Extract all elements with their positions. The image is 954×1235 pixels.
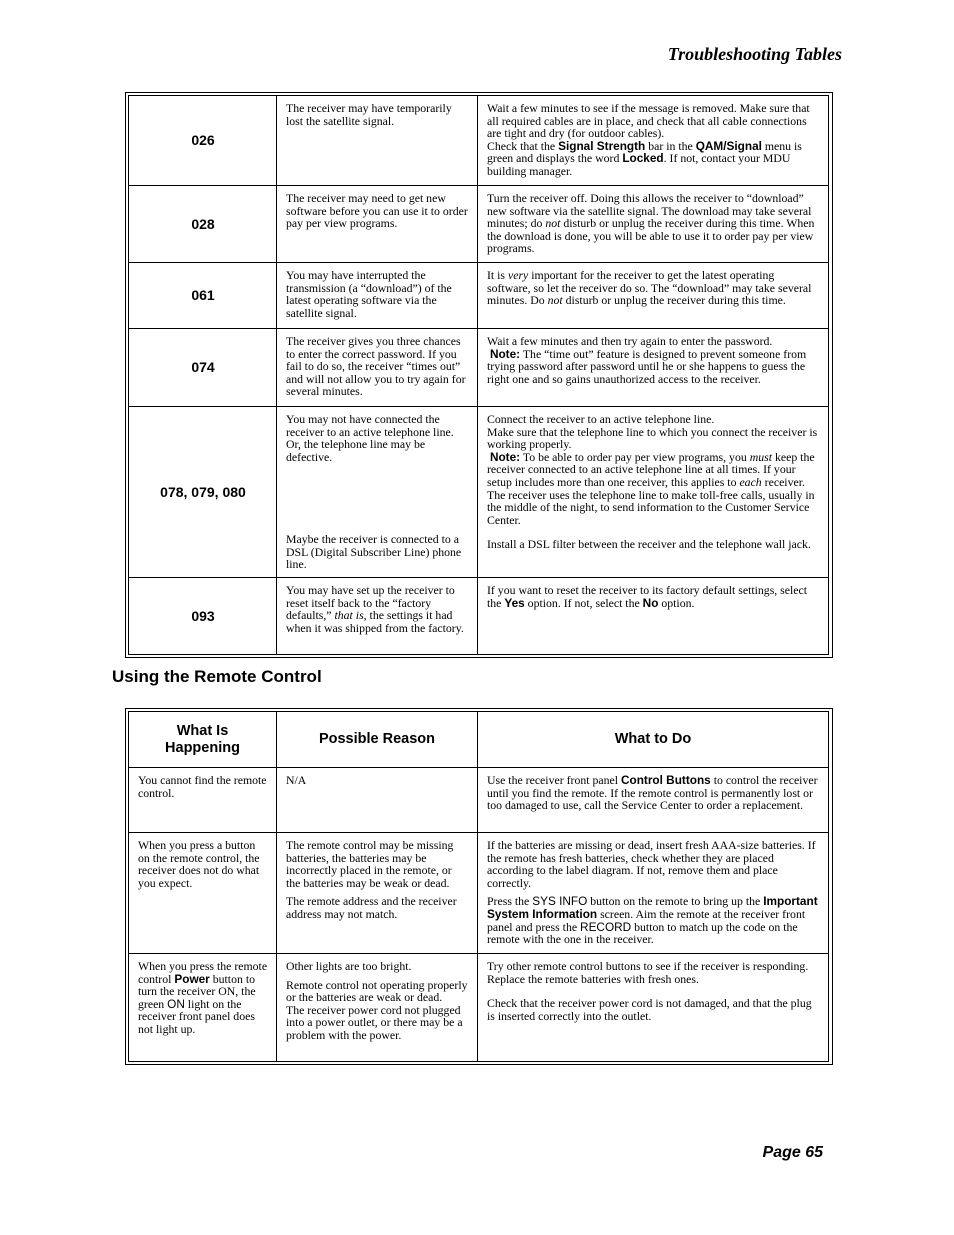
column-header: What to Do [478,712,829,768]
error-code: 061 [129,263,277,329]
possible-reason: The receiver may have temporarily lost the satellite signal. [277,96,478,186]
possible-reason: The remote control may be missing batteries, the batteries may be incorrectly placed in the remote, or the batteries may be weak or dead. The remote address and the receiver address may not match. [277,833,478,954]
table-row [129,329,829,407]
table-row [129,954,829,1062]
what-to-do: It is very important for the receiver to get the latest operating software, so let the receiver do so. The “download” may take several minutes. Do not disturb or unplug the receiver during this time. [478,263,829,329]
possible-reason: You may have interrupted the transmission (a “download”) of the latest operating software via the satellite signal. [277,263,478,329]
possible-reason: Other lights are too bright. Remote control not operating properly or the batteries are weak or dead. The receiver power cord not plugged into a power outlet, or there may be a problem with the power. [277,954,478,1062]
possible-reason: N/A [277,768,478,833]
table-row [129,578,829,655]
what-to-do: Wait a few minutes and then try again to enter the password. Note: The “time out” feature is designed to prevent someone from trying password after password until he or she happens to guess the right one and so gains unauthorized access to the receiver. [478,329,829,407]
error-code: 028 [129,186,277,263]
possible-reason: The receiver gives you three chances to enter the correct password. If you fail to do so, the receiver “times out” and will not allow you to try again for several minutes. [277,329,478,407]
table-row [129,407,829,578]
possible-reason: You may have set up the receiver to reset itself back to the “factory defaults,” that is, the settings it had when it was shipped from the factory. [277,578,478,655]
page-number: Page 65 [762,1144,823,1161]
what-is-happening: You cannot find the remote control. [129,768,277,833]
section-title: Using the Remote Control [112,667,322,686]
what-to-do: If the batteries are missing or dead, insert fresh AAA-size batteries. If the remote has fresh batteries, check whether they are placed according to the label diagram. If not, remove them and place correctly. Press the SYS INFO button on the remote to bring up the Important System Information screen. Aim the remote at the receiver front panel and press the RECORD button to match up the code on the remote with the one in the receiver. [478,833,829,954]
table-row [129,186,829,263]
error-code-table [125,92,833,658]
what-to-do: Use the receiver front panel Control Buttons to control the receiver until you find the remote. If the remote control is permanently lost or too damaged to use, call the Service Center to order a replacement. [478,768,829,833]
what-is-happening: When you press a button on the remote control, the receiver does not do what you expect. [129,833,277,954]
what-to-do: Connect the receiver to an active telephone line. Make sure that the telephone line to which you connect the receiver is working properly. Note: To be able to order pay per view programs, you must keep the receiver connected to an active telephone line at all times. If your setup includes more than one receiver, this applies to each receiver. The receiver uses the telephone line to make toll-free calls, usually in the middle of the night, to send information to the Customer Service Center. Install a DSL filter between the receiver and the telephone wall jack. [478,407,829,578]
error-code: 078, 079, 080 [129,407,277,578]
table-row [129,96,829,186]
remote-control-table [125,708,833,1065]
what-to-do: Wait a few minutes to see if the message is removed. Make sure that all required cables are in place, and check that all cable connections are tight and dry (for outdoor cables). Check that the Signal Strength bar in the QAM/Signal menu is green and displays the word Locked. If not, contact your MDU building manager. [478,96,829,186]
error-code: 074 [129,329,277,407]
what-to-do: Turn the receiver off. Doing this allows the receiver to “download” new software via the satellite signal. The download may take several minutes; do not disturb or unplug the receiver during this time. When the download is done, you will be able to use it to order pay per view programs. [478,186,829,263]
error-code: 093 [129,578,277,655]
table-row [129,768,829,833]
running-header: Troubleshooting Tables [667,44,842,64]
error-code: 026 [129,96,277,186]
what-is-happening: When you press the remote control Power button to turn the receiver ON, the green ON light on the receiver front panel does not light up. [129,954,277,1062]
possible-reason: You may not have connected the receiver to an active telephone line. Or, the telephone line may be defective. Maybe the receiver is connected to a DSL (Digital Subscriber Line) phone line. [277,407,478,578]
possible-reason: The receiver may need to get new software before you can use it to order pay per view programs. [277,186,478,263]
table-row [129,263,829,329]
table-header-row [129,712,829,768]
table-row [129,833,829,954]
what-to-do: If you want to reset the receiver to its factory default settings, select the Yes option. If not, select the No option. [478,578,829,655]
column-header: Possible Reason [277,712,478,768]
what-to-do: Try other remote control buttons to see if the receiver is responding. Replace the remote batteries with fresh ones. Check that the receiver power cord is not damaged, and that the plug is inserted correctly into the outlet. [478,954,829,1062]
column-header: What Is Happening [129,712,277,768]
